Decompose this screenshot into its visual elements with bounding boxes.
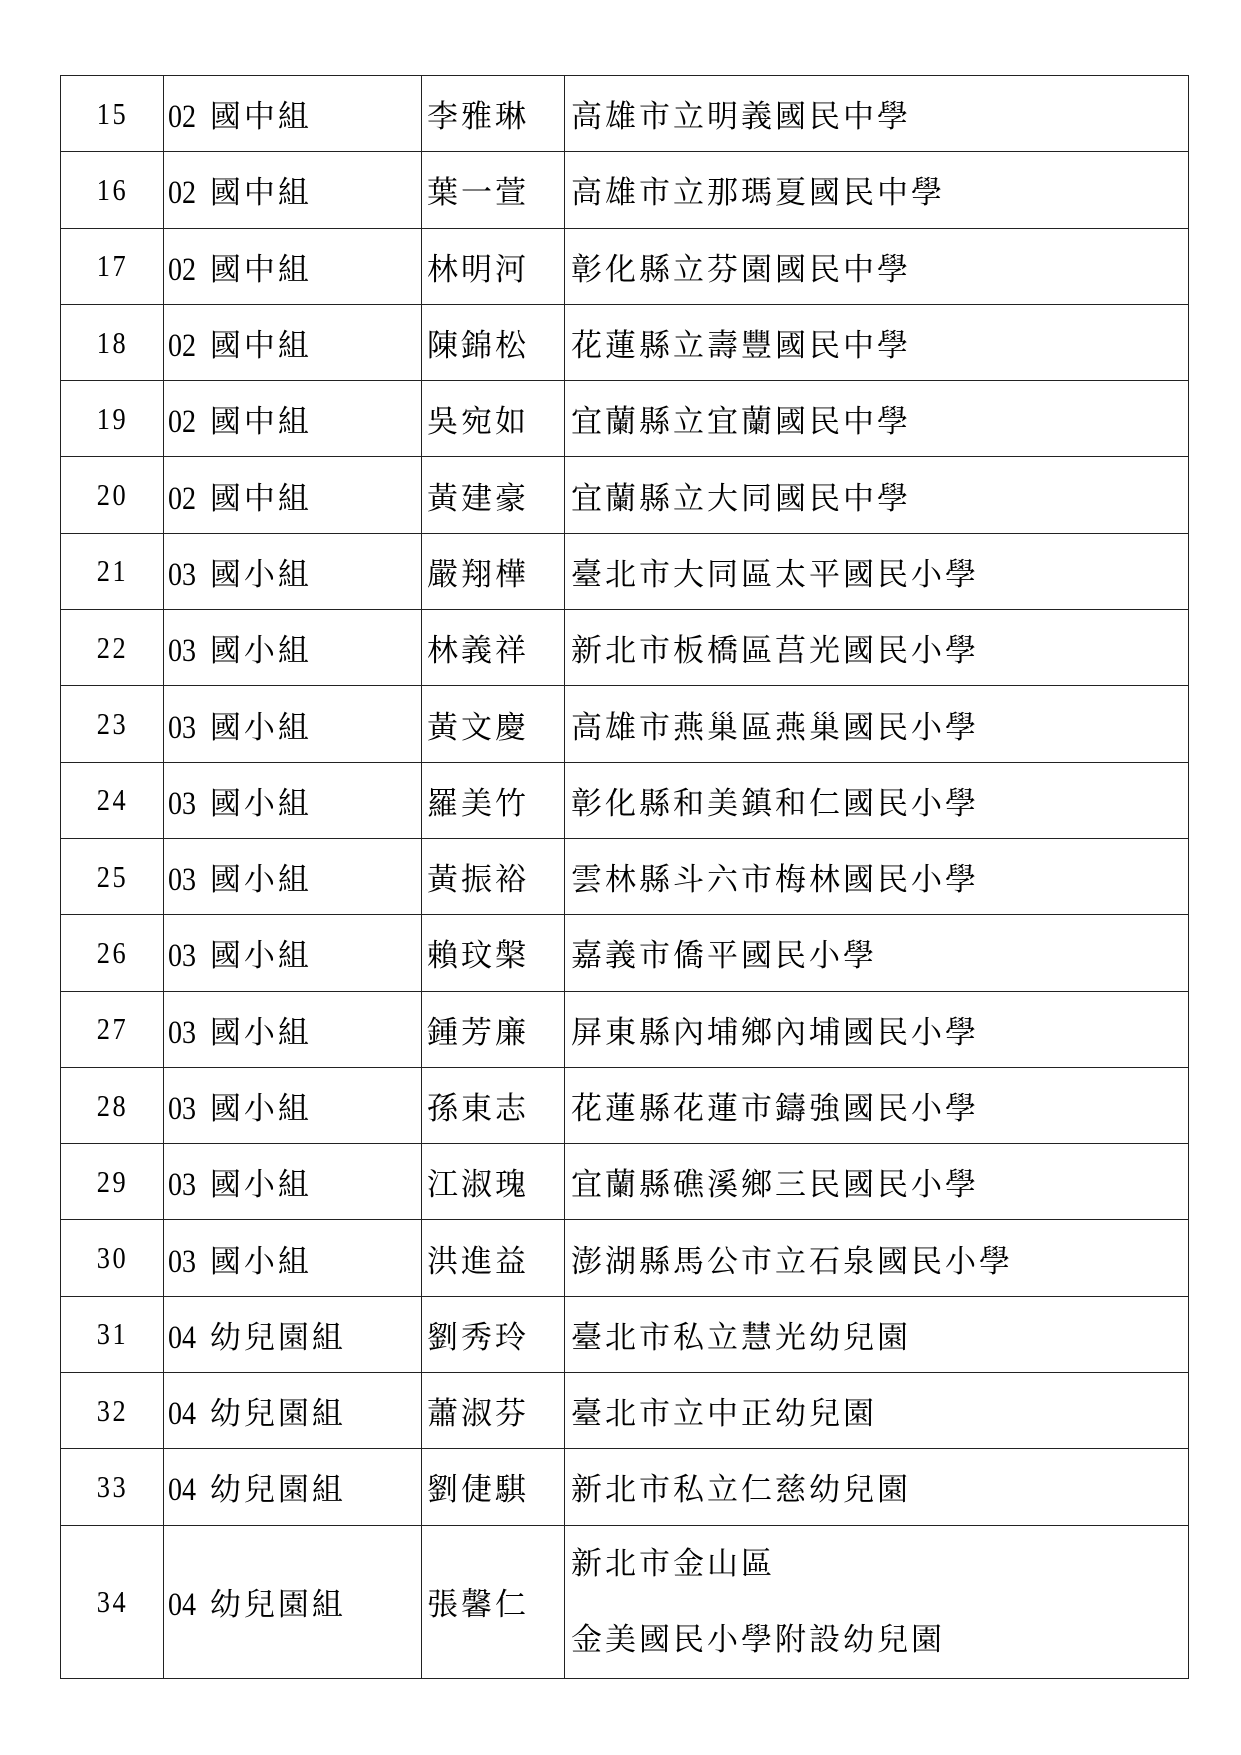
name-cell: 劉秀玲 <box>422 1296 565 1372</box>
group-cell <box>164 304 422 380</box>
group-cell <box>164 838 422 914</box>
table-body <box>61 76 1189 1679</box>
row-number-cell: 25 <box>68 838 156 914</box>
table-row <box>61 610 1189 686</box>
name-cell: 陳錦松 <box>422 304 565 380</box>
school-cell: 澎湖縣馬公市立石泉國民小學 <box>565 1220 1189 1296</box>
row-number-cell: 15 <box>68 76 156 152</box>
row-number-cell: 28 <box>68 1067 156 1143</box>
group-code: 03 <box>168 633 197 670</box>
group-name: 國中組 <box>209 328 312 365</box>
group-name: 幼兒園組 <box>209 1396 346 1433</box>
group-name: 國小組 <box>209 938 312 975</box>
group-code: 02 <box>168 251 197 288</box>
group-code: 03 <box>168 1091 197 1127</box>
group-cell <box>164 1449 422 1525</box>
name-cell: 羅美竹 <box>422 762 565 838</box>
table-row <box>61 1067 1189 1143</box>
table-row <box>61 1525 1189 1678</box>
table-row <box>61 1220 1189 1296</box>
name-cell: 劉倢騏 <box>422 1449 565 1525</box>
school-cell: 宜蘭縣礁溪鄉三民國民小學 <box>565 1144 1189 1220</box>
name-cell: 林明河 <box>422 228 565 304</box>
table-row <box>61 228 1189 304</box>
row-number-cell: 26 <box>68 915 156 991</box>
group-code: 03 <box>168 938 197 975</box>
group-cell <box>164 915 422 991</box>
school-cell: 臺北市立中正幼兒園 <box>565 1373 1189 1449</box>
group-code: 04 <box>168 1319 197 1356</box>
row-number-cell: 24 <box>68 762 156 838</box>
school-cell: 臺北市大同區太平國民小學 <box>565 533 1189 609</box>
group-code: 02 <box>168 175 197 212</box>
row-number-cell: 30 <box>68 1220 156 1296</box>
group-code: 02 <box>168 404 197 441</box>
group-cell <box>164 610 422 686</box>
table-row <box>61 1296 1189 1372</box>
group-cell <box>164 991 422 1067</box>
group-name: 國中組 <box>209 251 312 288</box>
table-row <box>61 838 1189 914</box>
group-cell <box>164 152 422 228</box>
row-number-cell: 34 <box>68 1525 156 1678</box>
school-cell: 花蓮縣花蓮市鑄強國民小學 <box>565 1067 1189 1143</box>
row-number-cell: 20 <box>68 457 156 533</box>
group-cell <box>164 686 422 762</box>
school-cell: 嘉義市僑平國民小學 <box>565 915 1189 991</box>
school-cell: 新北市私立仁慈幼兒園 <box>565 1449 1189 1525</box>
name-cell: 嚴翔樺 <box>422 533 565 609</box>
group-name: 國小組 <box>209 1014 312 1051</box>
name-cell: 葉一萱 <box>422 152 565 228</box>
group-name: 國小組 <box>209 785 312 822</box>
school-cell: 宜蘭縣立大同國民中學 <box>565 457 1189 533</box>
row-number-cell: 31 <box>68 1296 156 1372</box>
group-name: 國中組 <box>209 480 312 517</box>
row-number-cell: 29 <box>68 1144 156 1220</box>
school-cell: 宜蘭縣立宜蘭國民中學 <box>565 381 1189 457</box>
group-name: 國中組 <box>209 175 312 212</box>
group-name: 國小組 <box>209 1243 312 1280</box>
table-row <box>61 762 1189 838</box>
table-row <box>61 304 1189 380</box>
group-cell <box>164 381 422 457</box>
group-cell <box>164 1144 422 1220</box>
group-name: 幼兒園組 <box>209 1472 346 1509</box>
row-number-cell: 27 <box>68 991 156 1067</box>
table-row <box>61 1144 1189 1220</box>
table-row <box>61 686 1189 762</box>
group-cell <box>164 1220 422 1296</box>
name-cell: 張馨仁 <box>422 1525 565 1678</box>
group-name: 國小組 <box>209 556 312 593</box>
school-line-2: 金美國民小學附設幼兒園 <box>571 1621 945 1658</box>
group-name: 國中組 <box>209 99 312 136</box>
group-cell <box>164 1373 422 1449</box>
group-name: 幼兒園組 <box>209 1587 346 1624</box>
row-number-cell: 22 <box>68 610 156 686</box>
row-number-cell: 18 <box>68 304 156 380</box>
row-number-cell: 23 <box>68 686 156 762</box>
group-cell <box>164 1067 422 1143</box>
group-code: 03 <box>168 556 197 593</box>
award-list-table <box>60 75 1189 1679</box>
group-code: 03 <box>168 785 197 822</box>
school-cell: 彰化縣立芬園國民中學 <box>565 228 1189 304</box>
group-cell <box>164 457 422 533</box>
group-code: 02 <box>168 328 197 365</box>
row-number-cell: 17 <box>68 228 156 304</box>
school-cell: 臺北市私立慧光幼兒園 <box>565 1296 1189 1372</box>
table-row <box>61 76 1189 152</box>
row-number-cell: 32 <box>68 1373 156 1449</box>
name-cell: 洪進益 <box>422 1220 565 1296</box>
name-cell: 江淑瑰 <box>422 1144 565 1220</box>
table-row <box>61 152 1189 228</box>
name-cell: 賴玟槃 <box>422 915 565 991</box>
group-code: 02 <box>168 99 197 136</box>
group-name: 國小組 <box>209 862 312 899</box>
group-name: 國小組 <box>209 709 312 746</box>
group-code: 04 <box>168 1587 197 1624</box>
row-number-cell: 19 <box>68 381 156 457</box>
name-cell: 林義祥 <box>422 610 565 686</box>
table-row <box>61 533 1189 609</box>
group-cell <box>164 228 422 304</box>
group-code: 03 <box>168 1243 197 1280</box>
school-line-1: 新北市金山區 <box>571 1545 775 1582</box>
row-number-cell: 33 <box>68 1449 156 1525</box>
table-row <box>61 991 1189 1067</box>
school-cell: 高雄市立明義國民中學 <box>565 76 1189 152</box>
name-cell: 黃文慶 <box>422 686 565 762</box>
name-cell: 李雅琳 <box>422 76 565 152</box>
group-code: 04 <box>168 1396 197 1433</box>
group-name: 國小組 <box>209 1091 312 1127</box>
name-cell: 黃振裕 <box>422 838 565 914</box>
group-cell <box>164 76 422 152</box>
table-row <box>61 915 1189 991</box>
group-name: 國小組 <box>209 633 312 670</box>
table-row <box>61 1449 1189 1525</box>
group-name: 國中組 <box>209 404 312 441</box>
group-name: 國小組 <box>209 1167 312 1204</box>
group-cell <box>164 1296 422 1372</box>
row-number-cell: 21 <box>68 533 156 609</box>
group-code: 04 <box>168 1472 197 1509</box>
group-code: 03 <box>168 1014 197 1051</box>
row-number-cell: 16 <box>68 152 156 228</box>
school-cell: 雲林縣斗六市梅林國民小學 <box>565 838 1189 914</box>
school-cell: 高雄市立那瑪夏國民中學 <box>565 152 1189 228</box>
group-code: 03 <box>168 709 197 746</box>
group-code: 03 <box>168 1167 197 1204</box>
name-cell: 黃建豪 <box>422 457 565 533</box>
group-name: 幼兒園組 <box>209 1319 346 1356</box>
name-cell: 孫東志 <box>422 1067 565 1143</box>
school-cell: 新北市板橋區莒光國民小學 <box>565 610 1189 686</box>
school-cell: 彰化縣和美鎮和仁國民小學 <box>565 762 1189 838</box>
table-row <box>61 1373 1189 1449</box>
school-cell: 高雄市燕巢區燕巢國民小學 <box>565 686 1189 762</box>
table-row <box>61 457 1189 533</box>
table-row <box>61 381 1189 457</box>
name-cell: 吳宛如 <box>422 381 565 457</box>
group-cell <box>164 1525 422 1678</box>
name-cell: 鍾芳廉 <box>422 991 565 1067</box>
group-cell <box>164 762 422 838</box>
school-cell: 屏東縣內埔鄉內埔國民小學 <box>565 991 1189 1067</box>
group-code: 02 <box>168 480 197 517</box>
group-code: 03 <box>168 862 197 899</box>
school-cell <box>565 1525 1189 1678</box>
name-cell: 蕭淑芬 <box>422 1373 565 1449</box>
group-cell <box>164 533 422 609</box>
school-cell: 花蓮縣立壽豐國民中學 <box>565 304 1189 380</box>
